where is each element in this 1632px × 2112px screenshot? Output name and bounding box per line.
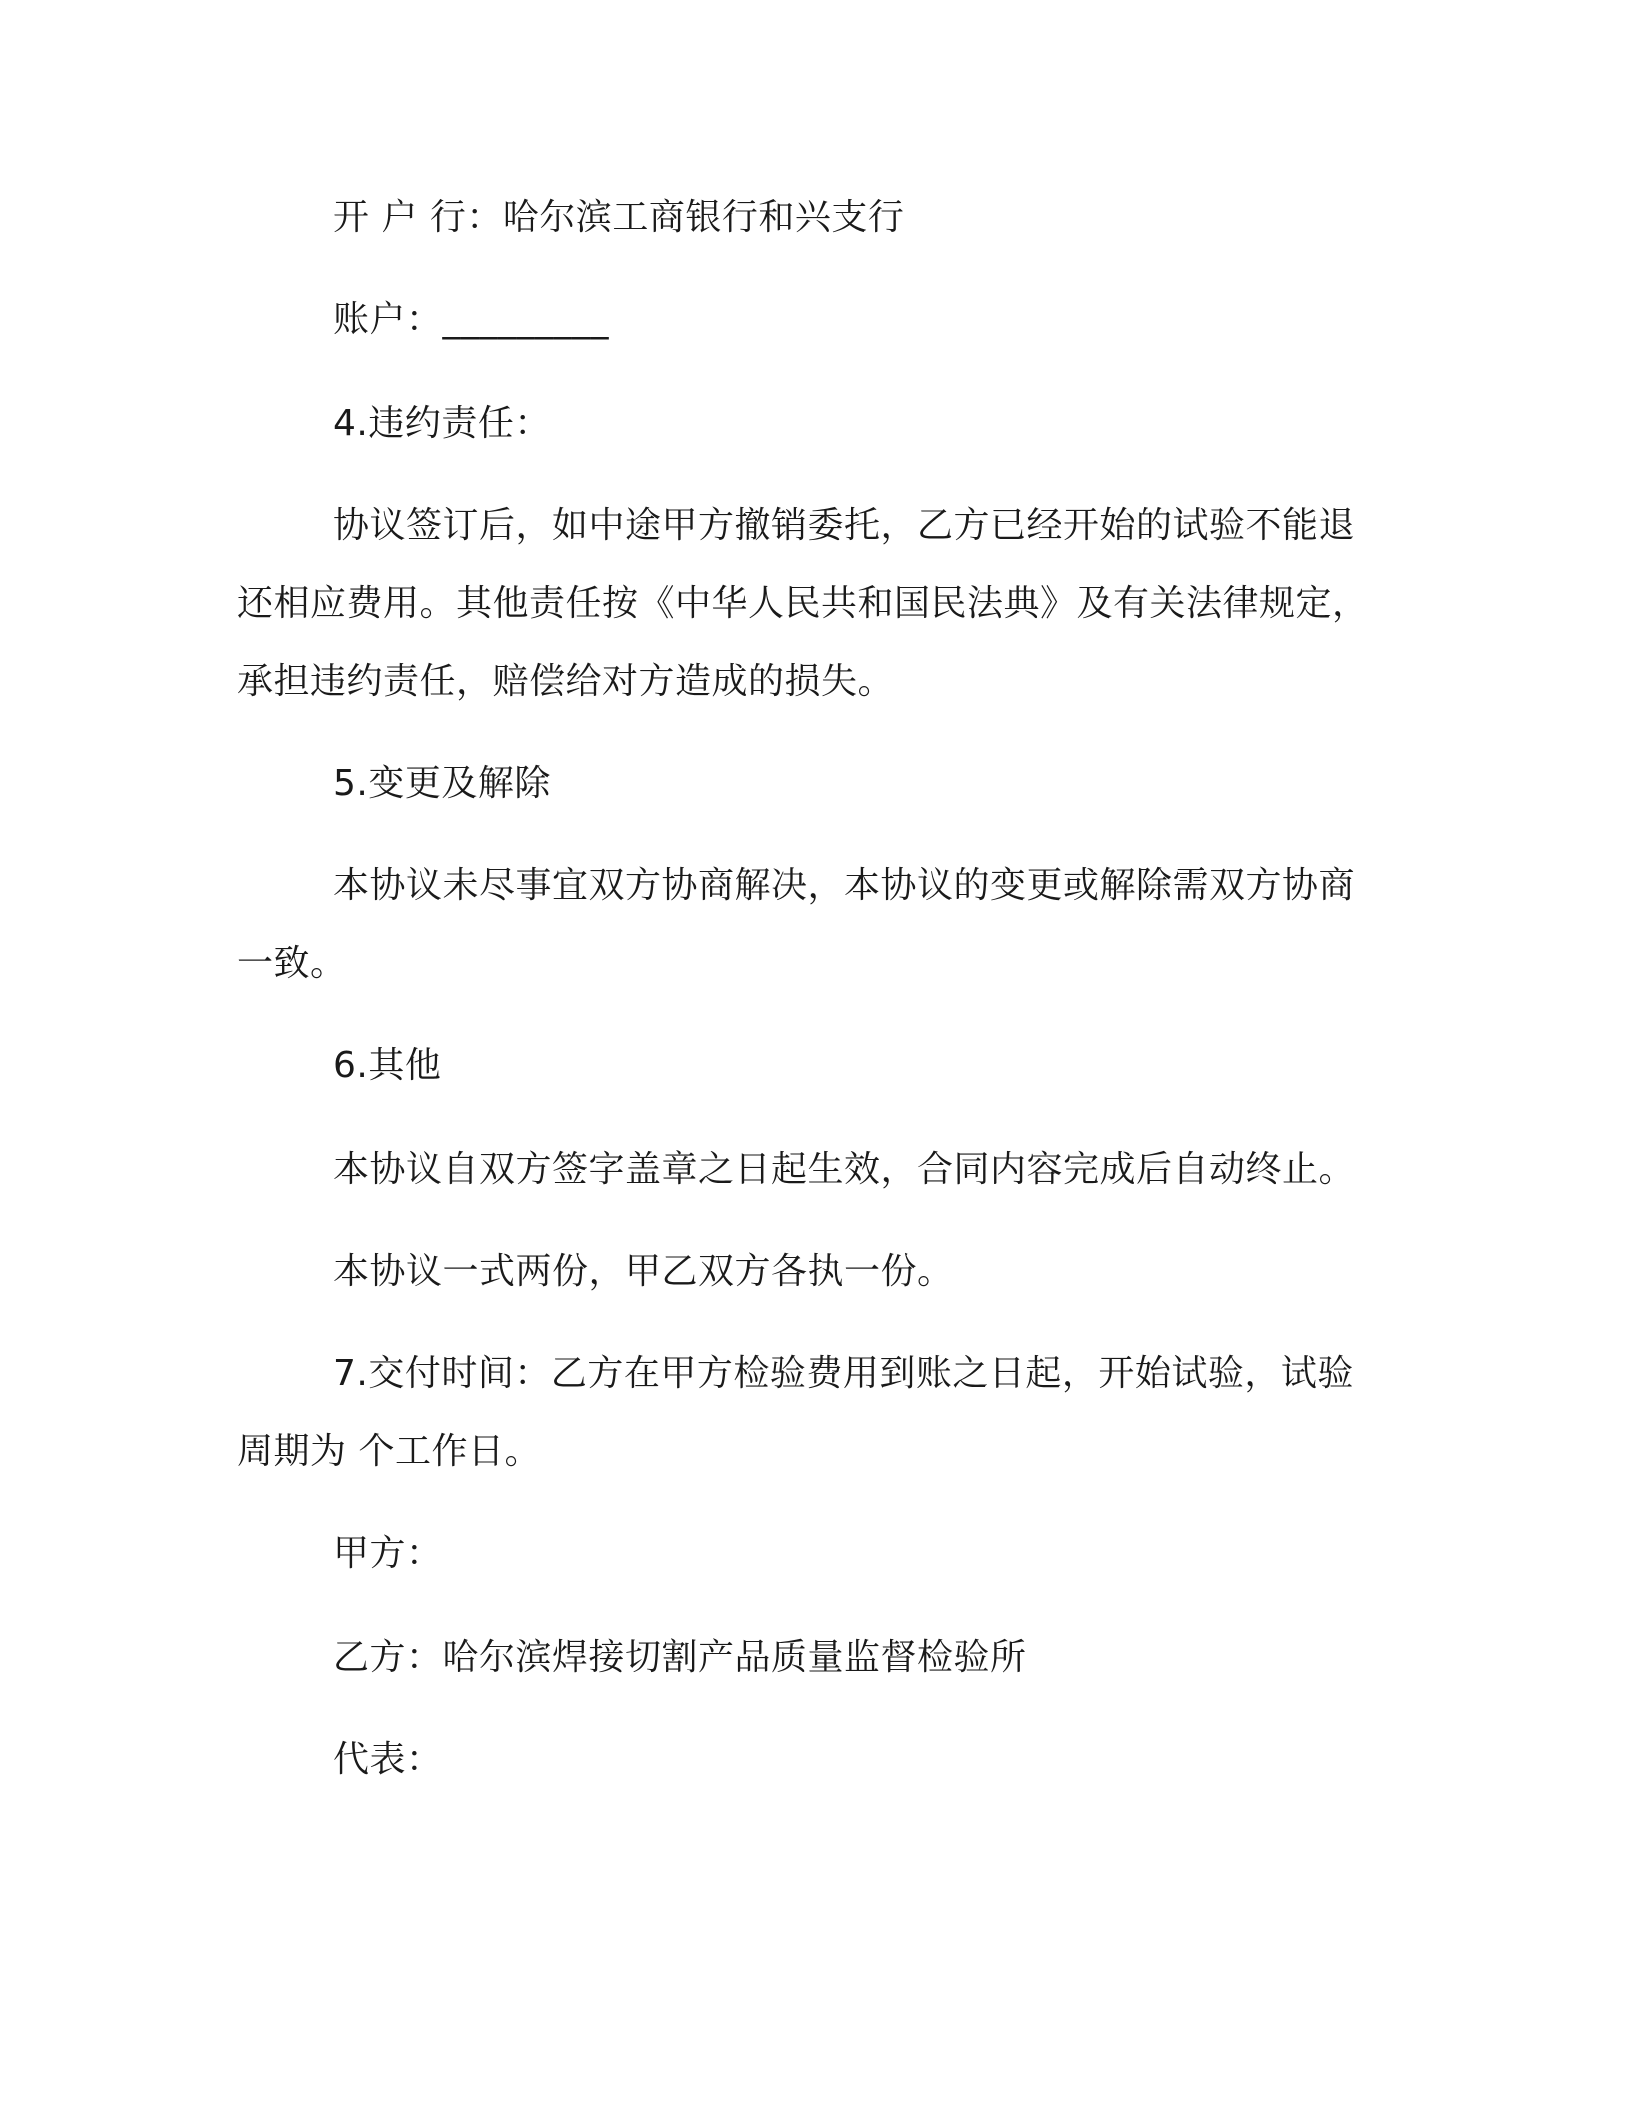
- section6-body-line2: 本协议一式两份，甲乙双方各执一份。: [333, 1251, 954, 1292]
- section4-heading: 4.违约责任：: [333, 403, 551, 444]
- account-line: 账户：_________: [333, 299, 610, 340]
- section5-body-line1: 本协议未尽事宜双方协商解决，本协议的变更或解除需双方协商: [333, 865, 1356, 906]
- section5-body-line2: 一致。: [237, 943, 347, 984]
- section4-body-line3: 承担违约责任，赔偿给对方造成的损失。: [237, 661, 895, 702]
- representative-label: 代表：: [333, 1739, 443, 1780]
- party-b-label: 乙方：哈尔滨焊接切割产品质量监督检验所: [333, 1637, 1027, 1678]
- party-a-label: 甲方：: [333, 1533, 443, 1574]
- section4-body-line2: 还相应费用。其他责任按《中华人民共和国民法典》及有关法律规定，: [237, 583, 1369, 624]
- bank-line: 开 户 行：哈尔滨工商银行和兴支行: [333, 197, 905, 238]
- section6-body-line1: 本协议自双方签字盖章之日起生效，合同内容完成后自动终止。: [333, 1149, 1356, 1190]
- section7-line2: 周期为 个工作日。: [237, 1431, 541, 1472]
- section4-body-line1: 协议签订后，如中途甲方撤销委托，乙方已经开始的试验不能退: [333, 505, 1356, 546]
- section5-heading: 5.变更及解除: [333, 763, 551, 804]
- section7-line1: 7.交付时间：乙方在甲方检验费用到账之日起，开始试验，试验: [333, 1353, 1354, 1394]
- section6-heading: 6.其他: [333, 1045, 442, 1086]
